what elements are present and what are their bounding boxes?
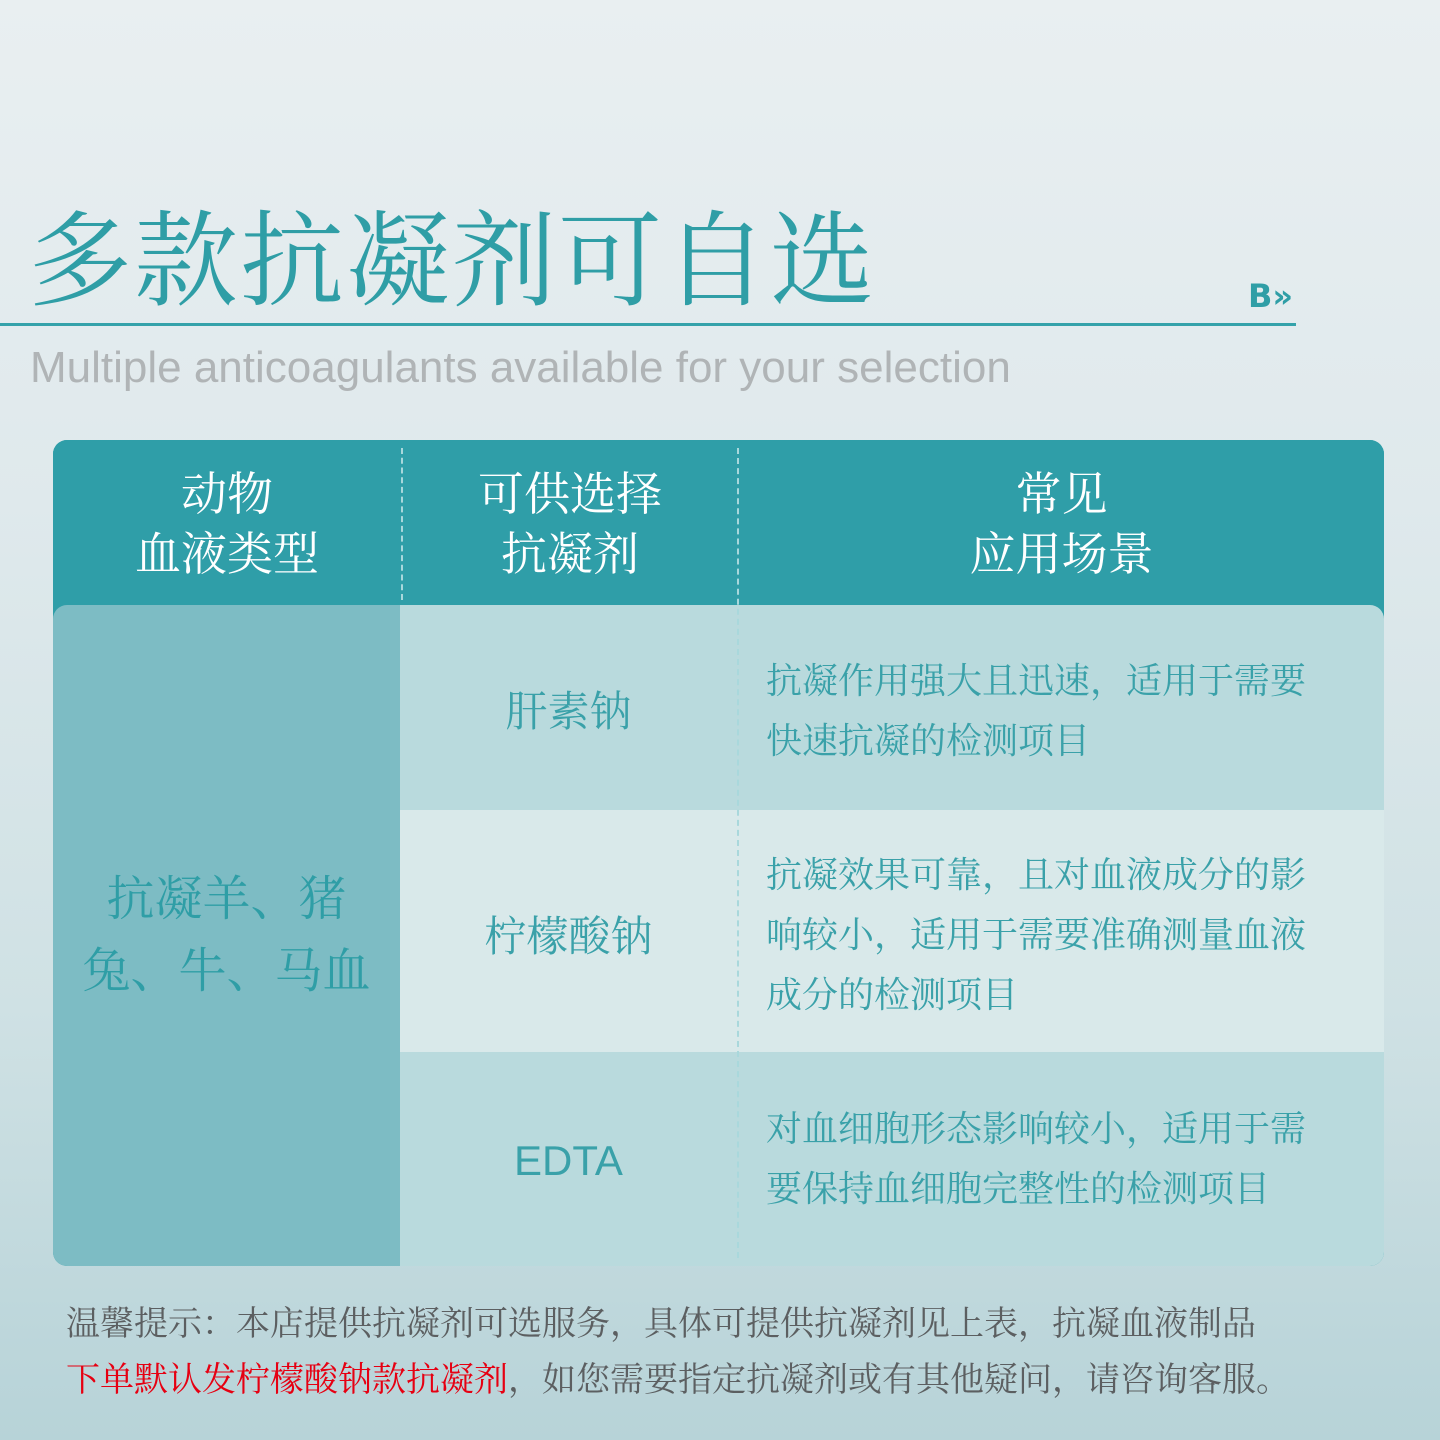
title-divider [0, 323, 1296, 326]
application-description [766, 846, 1370, 1026]
animal-blood-cell [53, 605, 400, 1266]
header-animal-line-2: 血液类型 [135, 527, 319, 581]
anticoagulant-table [53, 440, 1384, 1266]
notice-text [66, 1296, 1290, 1408]
anticoagulant-name: 肝素钠 [505, 687, 632, 736]
anticoagulant-name: EDTA [514, 1137, 623, 1184]
header-application-line-1: 常见 [1015, 467, 1108, 521]
table-row [400, 810, 1384, 1052]
table-row [400, 605, 1384, 810]
table-row [400, 1052, 1384, 1266]
header-anticoagulant-line-2: 抗凝剂 [501, 527, 639, 581]
notice-line-1: 温馨提示：本店提供抗凝剂可选服务，具体可提供抗凝剂见上表，抗凝血液制品 [66, 1304, 1256, 1344]
description-line: 要保持血细胞完整性的检测项目 [766, 1169, 1271, 1210]
page-subtitle: Multiple anticoagulants available for your selection [30, 343, 1011, 392]
header-anticoagulant-line-1: 可供选择 [478, 467, 662, 521]
header-anticoagulant [403, 464, 737, 584]
header-application-line-2: 应用场景 [969, 527, 1154, 581]
header-animal-blood-type [53, 464, 401, 584]
animal-line-2: 兔、牛、马血 [82, 943, 371, 999]
description-line: 抗凝作用强大且迅速，适用于需要 [766, 661, 1307, 702]
table-body [400, 605, 1384, 1266]
page-title: 多款抗凝剂可自选 [28, 200, 877, 322]
animal-line-1: 抗凝羊、猪 [106, 871, 347, 927]
header-animal-line-1: 动物 [181, 467, 273, 521]
description-line: 快速抗凝的检测项目 [766, 721, 1091, 762]
notice-highlight: 下单默认发柠檬酸钠款抗凝剂 [66, 1360, 508, 1400]
notice-line-2 [66, 1352, 1290, 1408]
description-line: 抗凝效果可靠，且对血液成分的影 [766, 855, 1307, 896]
header-application [739, 464, 1384, 584]
column-divider [401, 448, 403, 600]
application-description [766, 1100, 1370, 1220]
brand-logo: B» [1248, 277, 1294, 315]
table-header [53, 440, 1384, 606]
column-divider [737, 448, 739, 1258]
description-line: 对血细胞形态影响较小，适用于需 [766, 1109, 1307, 1150]
notice-rest: ，如您需要指定抗凝剂或有其他疑问，请咨询客服。 [508, 1360, 1290, 1400]
description-line: 响较小，适用于需要准确测量血液 [766, 915, 1307, 956]
application-description [766, 652, 1370, 772]
description-line: 成分的检测项目 [766, 975, 1019, 1016]
animal-blood-text [53, 863, 400, 1007]
anticoagulant-name: 柠檬酸钠 [484, 912, 653, 961]
